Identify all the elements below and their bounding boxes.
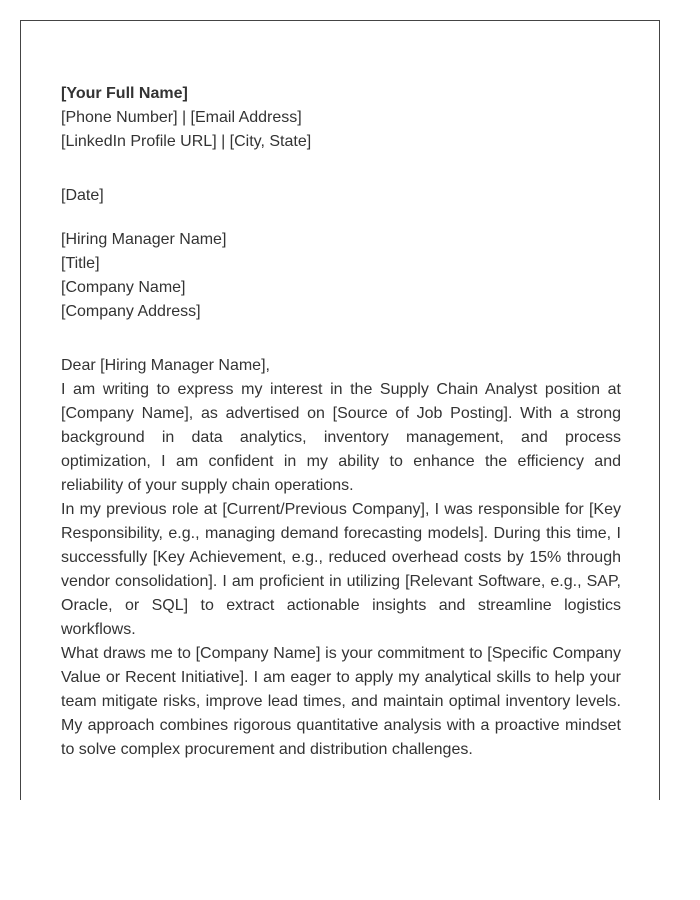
letter-content <box>61 82 621 762</box>
body-paragraph-3: What draws me to [Company Name] is your commitment to [Specific Company Value or Recent Initiative]. I am eager to apply my analytical skills to help your team mitigate risks, improve lead times, and maintain optimal inventory levels. My approach combines rigorous quantitative analysis with a proactive mindset to solve complex procurement and distribution challenges. <box>61 645 621 758</box>
salutation: Dear [Hiring Manager Name], <box>61 357 270 374</box>
recipient-address: [Company Address] <box>61 303 201 320</box>
sender-header <box>61 82 621 154</box>
letter-date-block <box>61 184 621 208</box>
letter-date: [Date] <box>61 187 104 204</box>
cover-letter-page <box>20 20 660 800</box>
sender-name: [Your Full Name] <box>61 85 188 102</box>
recipient-manager: [Hiring Manager Name] <box>61 231 227 248</box>
body-paragraph-2: In my previous role at [Current/Previous Company], I was responsible for [Key Responsibility, e.g., managing demand forecasting models]. During this time, I successfully [Key Achievement, e.g., reduced overhead costs by 15% through vendor consolidation]. I am proficient in utilizing [Relevant Software, e.g., SAP, Oracle, or SQL] to extract actionable insights and streamline logistics workflows. <box>61 501 621 638</box>
salutation-block <box>61 354 621 378</box>
body-paragraph-1: I am writing to express my interest in the Supply Chain Analyst position at [Company Name], as advertised on [Source of Job Posting]. With a strong background in data analytics, inventory management, and process optimization, I am confident in my ability to enhance the efficiency and reliability of your supply chain operations. <box>61 381 621 494</box>
sender-contact-phone-email: [Phone Number] | [Email Address] <box>61 109 302 126</box>
recipient-company: [Company Name] <box>61 279 186 296</box>
sender-contact-linkedin-location: [LinkedIn Profile URL] | [City, State] <box>61 133 312 150</box>
recipient-block <box>61 228 621 324</box>
recipient-title: [Title] <box>61 255 100 272</box>
